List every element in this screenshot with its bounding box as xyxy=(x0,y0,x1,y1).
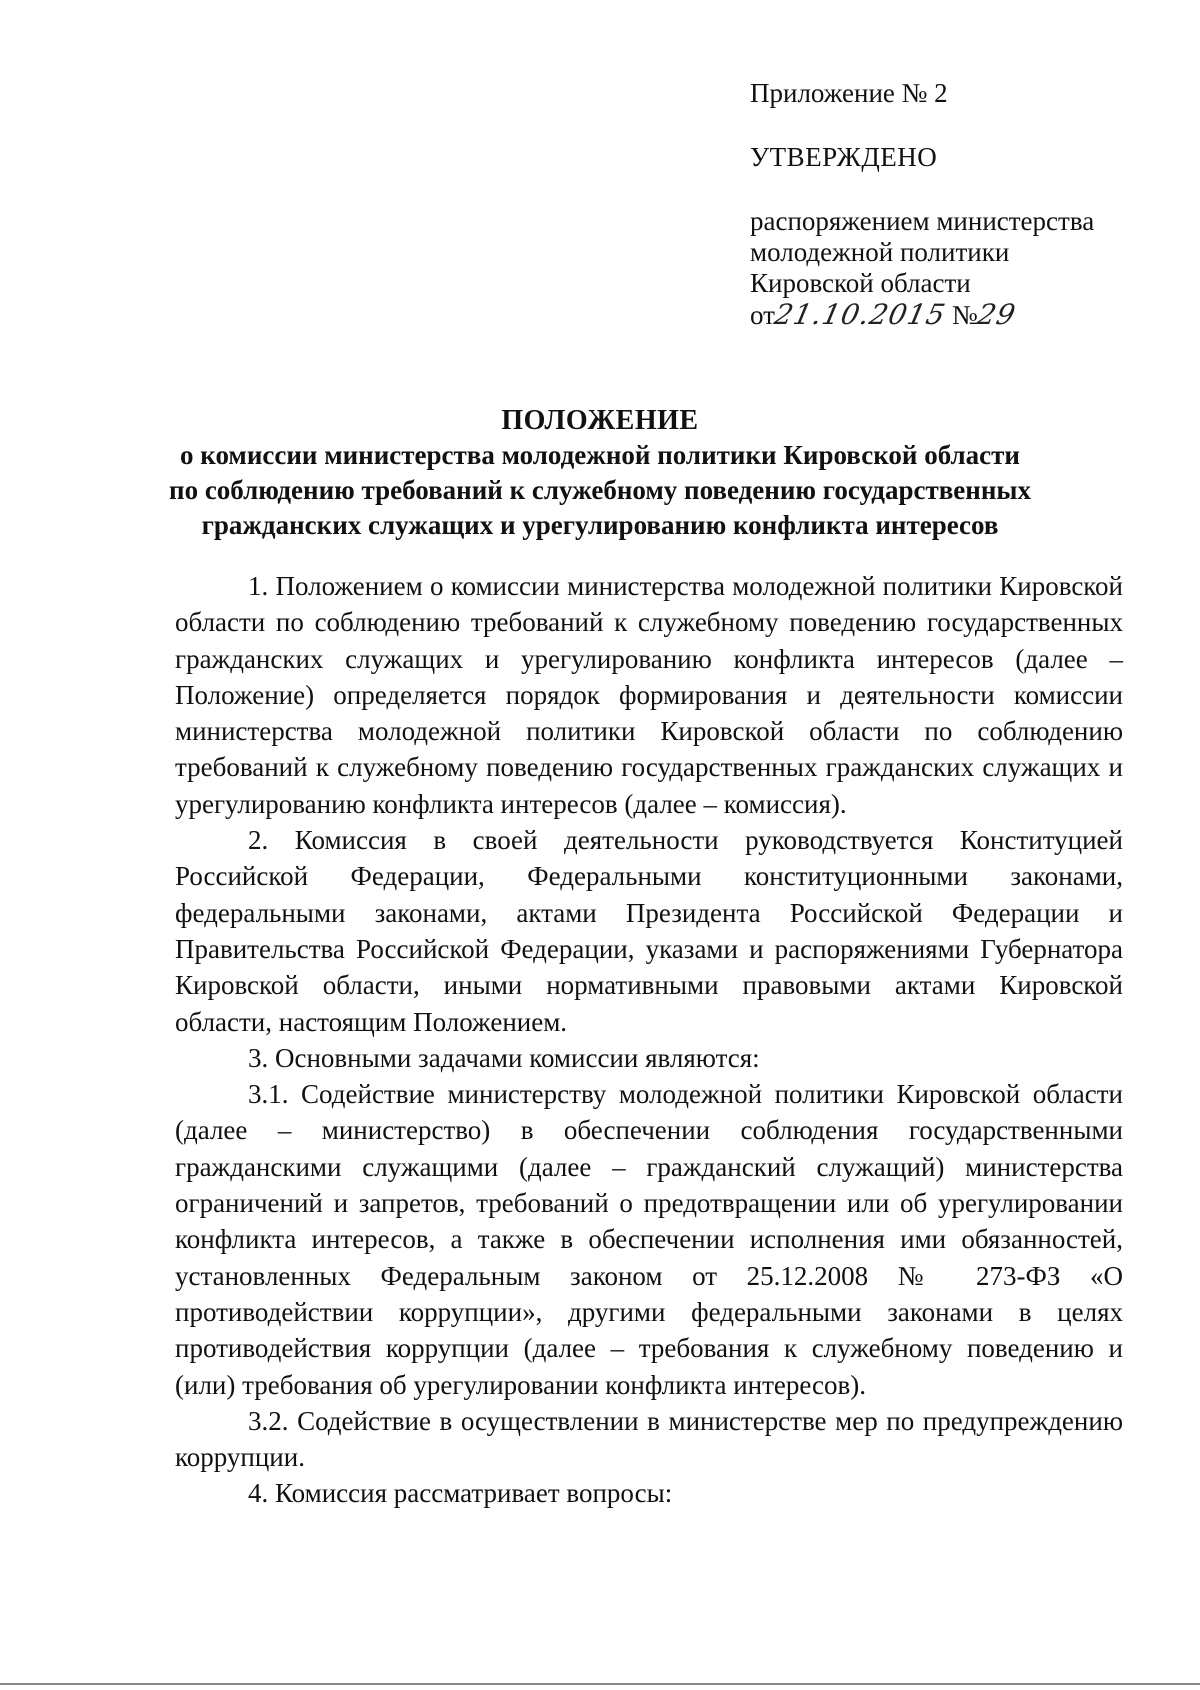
paragraph-3: 3. Основными задачами комиссии являются: xyxy=(248,1042,760,1073)
title-subtitle-line-2: по соблюдению требований к служебному поведению государственных xyxy=(169,475,1031,505)
appendix-number: Приложение № 2 xyxy=(750,78,948,108)
paragraph-2: 2. Комиссия в своей деятельности руководствуется Конституцией Российской Федерации, Федеральными конституционными законами, федеральными законами, актами Президента Российской Федерации и Правительства Российской Федерации, указами и распоряжениями Губернатора Кировской области, иными нормативными правовыми актами Кировской области, настоящим Положением. xyxy=(175,825,1123,1037)
title-subtitle-line-1: о комиссии министерства молодежной политики Кировской области xyxy=(180,440,1020,470)
number-label: № xyxy=(952,300,978,330)
date-prefix: от xyxy=(750,300,775,330)
approval-stamp-block xyxy=(750,78,1170,331)
order-line-1: распоряжением министерства xyxy=(750,206,1095,236)
document-body xyxy=(175,568,1123,1512)
page-bottom-edge xyxy=(0,1683,1200,1685)
paragraph-3-2: 3.2. Содействие в осуществлении в министерстве мер по предупреждению коррупции. xyxy=(175,1405,1123,1473)
document-title xyxy=(130,403,1070,543)
paragraph-3-1: 3.1. Содействие министерству молодежной политики Кировской области (далее – министерство) в обеспечении соблюдения государственными гражданскими служащими (далее – гражданский служащий) министерства ограничений и запретов, требований о предотвращении или об урегулировании конфликта интересов, а также в обеспечении исполнения ими обязанностей, установленных Федеральным законом от 25.12.2008 № 273-ФЗ «О противодействии коррупции», другими федеральными законами в целях противодействия коррупции (далее – требования к служебному поведению и (или) требования об урегулировании конфликта интересов). xyxy=(175,1079,1123,1400)
approved-label: УТВЕРЖДЕНО xyxy=(750,142,938,172)
title-heading: ПОЛОЖЕНИЕ xyxy=(501,405,699,436)
title-subtitle-line-3: гражданских служащих и урегулированию конфликта интересов xyxy=(201,510,999,540)
paragraph-1: 1. Положением о комиссии министерства молодежной политики Кировской области по соблюдению требований к служебному поведению государственных гражданских служащих и урегулированию конфликта интересов (далее – Положение) определяется порядок формирования и деятельности комиссии министерства молодежной политики Кировской области по соблюдению требований к служебному поведению государственных гражданских служащих и урегулированию конфликта интересов (далее – комиссия). xyxy=(175,571,1123,819)
handwritten-date: 21.10.2015 xyxy=(771,298,949,331)
paragraph-4: 4. Комиссия рассматривает вопросы: xyxy=(248,1478,673,1509)
order-date-line xyxy=(750,299,1170,331)
handwritten-number: 29 xyxy=(974,298,1019,331)
order-line-3: Кировской области xyxy=(750,268,971,298)
order-line-2: молодежной политики xyxy=(750,237,1010,267)
